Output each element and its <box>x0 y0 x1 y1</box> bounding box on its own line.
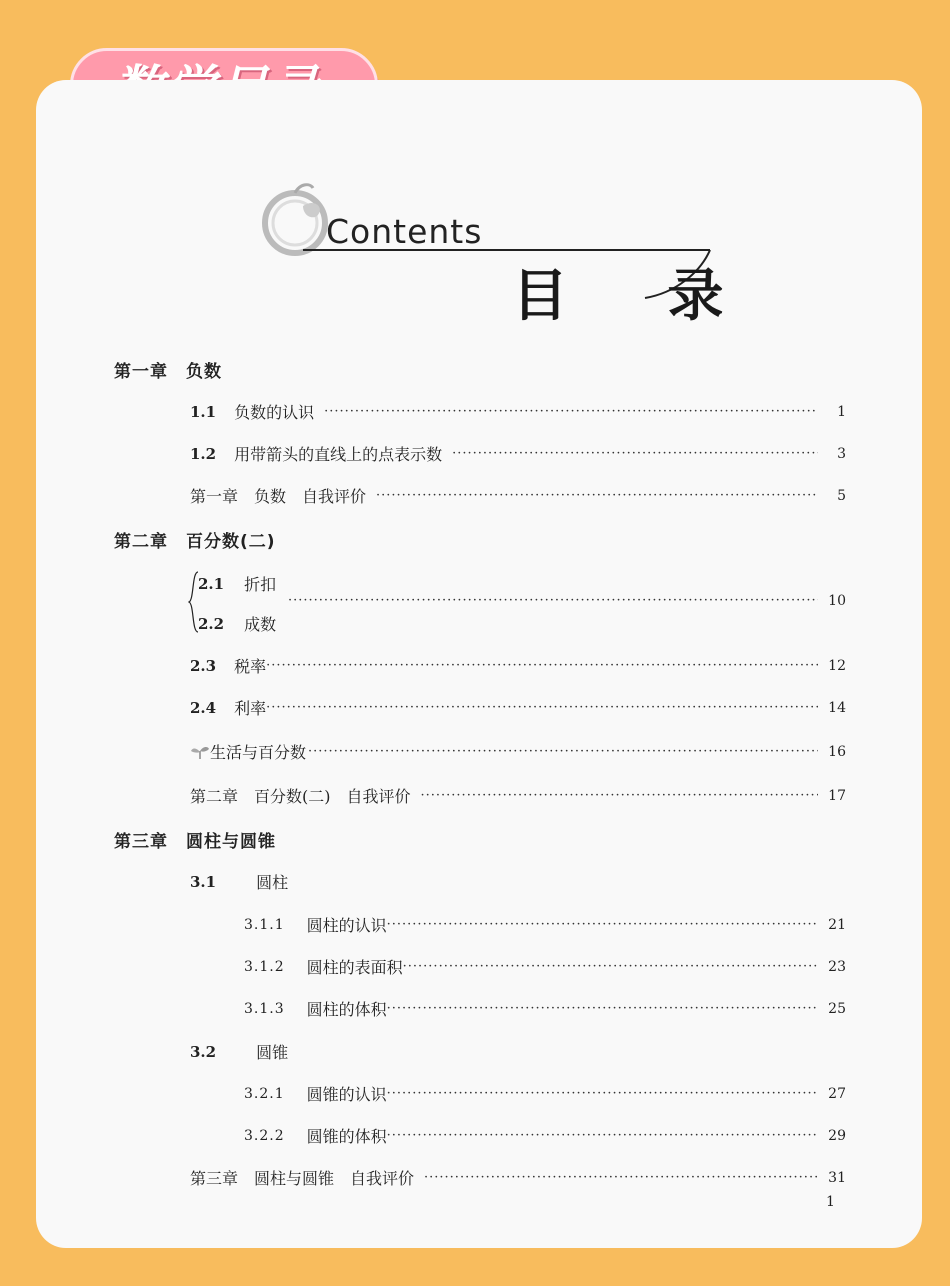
entry-number: 1.2 <box>190 444 217 463</box>
entry-number: 3.2 <box>190 1042 217 1061</box>
leader-dots <box>387 1000 818 1018</box>
leader-dots <box>288 592 818 610</box>
entry-page: 12 <box>828 657 846 674</box>
entry-number: 3.1.1 <box>244 916 285 933</box>
toc-entry[interactable] <box>190 784 846 807</box>
entry-number: 2.1 <box>198 574 225 593</box>
entry-page: 17 <box>828 787 846 804</box>
leader-dots <box>387 1085 818 1103</box>
toc-entry[interactable] <box>190 442 846 465</box>
toc-entry[interactable] <box>198 612 276 635</box>
leader-dots <box>452 445 818 463</box>
mulu-heading: 目 录 <box>512 263 764 329</box>
leader-dots <box>324 403 818 421</box>
entry-label: 利率 <box>234 699 267 718</box>
entry-page: 29 <box>828 1127 846 1144</box>
entry-page: 16 <box>828 743 846 760</box>
entry-page: 27 <box>828 1085 846 1102</box>
entry-number: 3.1 <box>190 872 217 891</box>
leader-dots <box>387 1127 818 1145</box>
entry-label: 负数的认识 <box>234 403 315 422</box>
entry-label: 圆锥 <box>256 1043 289 1062</box>
leader-dots <box>403 958 818 976</box>
toc-entry[interactable] <box>190 740 846 763</box>
entry-label: 第三章 圆柱与圆锥 自我评价 <box>190 1169 415 1188</box>
toc-entry[interactable] <box>190 484 846 507</box>
entry-number: 1.1 <box>190 402 217 421</box>
entry-page: 31 <box>828 1169 846 1186</box>
entry-label: 圆柱 <box>256 873 289 892</box>
entry-label: 生活与百分数 <box>210 743 307 762</box>
entry-label: 第一章 负数 自我评价 <box>190 487 367 506</box>
page-number: 1 <box>826 1194 835 1210</box>
entry-label: 用带箭头的直线上的点表示数 <box>234 445 443 464</box>
entry-number: 3.2.2 <box>244 1127 285 1144</box>
entry-label: 圆柱的表面积 <box>306 958 403 977</box>
entry-number: 2.3 <box>190 656 217 675</box>
chapter-title[interactable]: 第一章 负数 <box>114 362 222 382</box>
entry-number: 2.4 <box>190 698 217 717</box>
entry-page: 25 <box>828 1000 846 1017</box>
entry-number: 3.1.3 <box>244 1000 285 1017</box>
entry-page: 1 <box>837 403 846 420</box>
toc-entry[interactable] <box>198 572 276 595</box>
entry-label: 圆柱的认识 <box>306 916 387 935</box>
toc-entry[interactable] <box>190 400 846 423</box>
leader-dots <box>387 916 818 934</box>
entry-label: 圆锥的认识 <box>306 1085 387 1104</box>
toc-entry[interactable] <box>244 1082 846 1105</box>
entry-label: 成数 <box>244 615 277 634</box>
entry-label: 第二章 百分数(二) 自我评价 <box>190 787 411 806</box>
entry-page: 14 <box>828 699 846 716</box>
toc-entry[interactable] <box>190 696 846 719</box>
sprout-icon <box>190 745 210 759</box>
toc-entry[interactable] <box>190 654 846 677</box>
toc-entry[interactable] <box>190 1166 846 1189</box>
entry-page: 10 <box>828 593 846 609</box>
leader-dots <box>424 1169 818 1187</box>
toc-entry[interactable] <box>190 1040 288 1063</box>
entry-label: 税率 <box>234 657 267 676</box>
toc-entry[interactable] <box>244 1124 846 1147</box>
leader-dots <box>376 487 818 505</box>
toc-entry[interactable] <box>244 955 846 978</box>
chapter-title[interactable]: 第三章 圆柱与圆锥 <box>114 832 276 852</box>
leader-dots <box>421 787 819 805</box>
toc-entry[interactable] <box>190 870 288 893</box>
toc-entry[interactable] <box>244 997 846 1020</box>
entry-number: 2.2 <box>198 614 225 633</box>
entry-number: 3.2.1 <box>244 1085 285 1102</box>
leader-dots <box>266 699 818 717</box>
entry-label: 圆柱的体积 <box>306 1000 387 1019</box>
entry-label: 圆锥的体积 <box>306 1127 387 1146</box>
toc-entry-shared[interactable] <box>278 592 846 610</box>
entry-page: 21 <box>828 916 846 933</box>
entry-page: 3 <box>837 445 846 462</box>
entry-number: 3.1.2 <box>244 958 285 975</box>
entry-page: 5 <box>837 487 846 504</box>
entry-label: 折扣 <box>244 575 277 594</box>
leader-dots <box>308 743 818 761</box>
leader-dots <box>266 657 818 675</box>
entry-page: 23 <box>828 958 846 975</box>
chapter-title[interactable]: 第二章 百分数(二) <box>114 532 276 552</box>
toc-entry[interactable] <box>244 913 846 936</box>
contents-heading: Contents <box>326 212 483 251</box>
